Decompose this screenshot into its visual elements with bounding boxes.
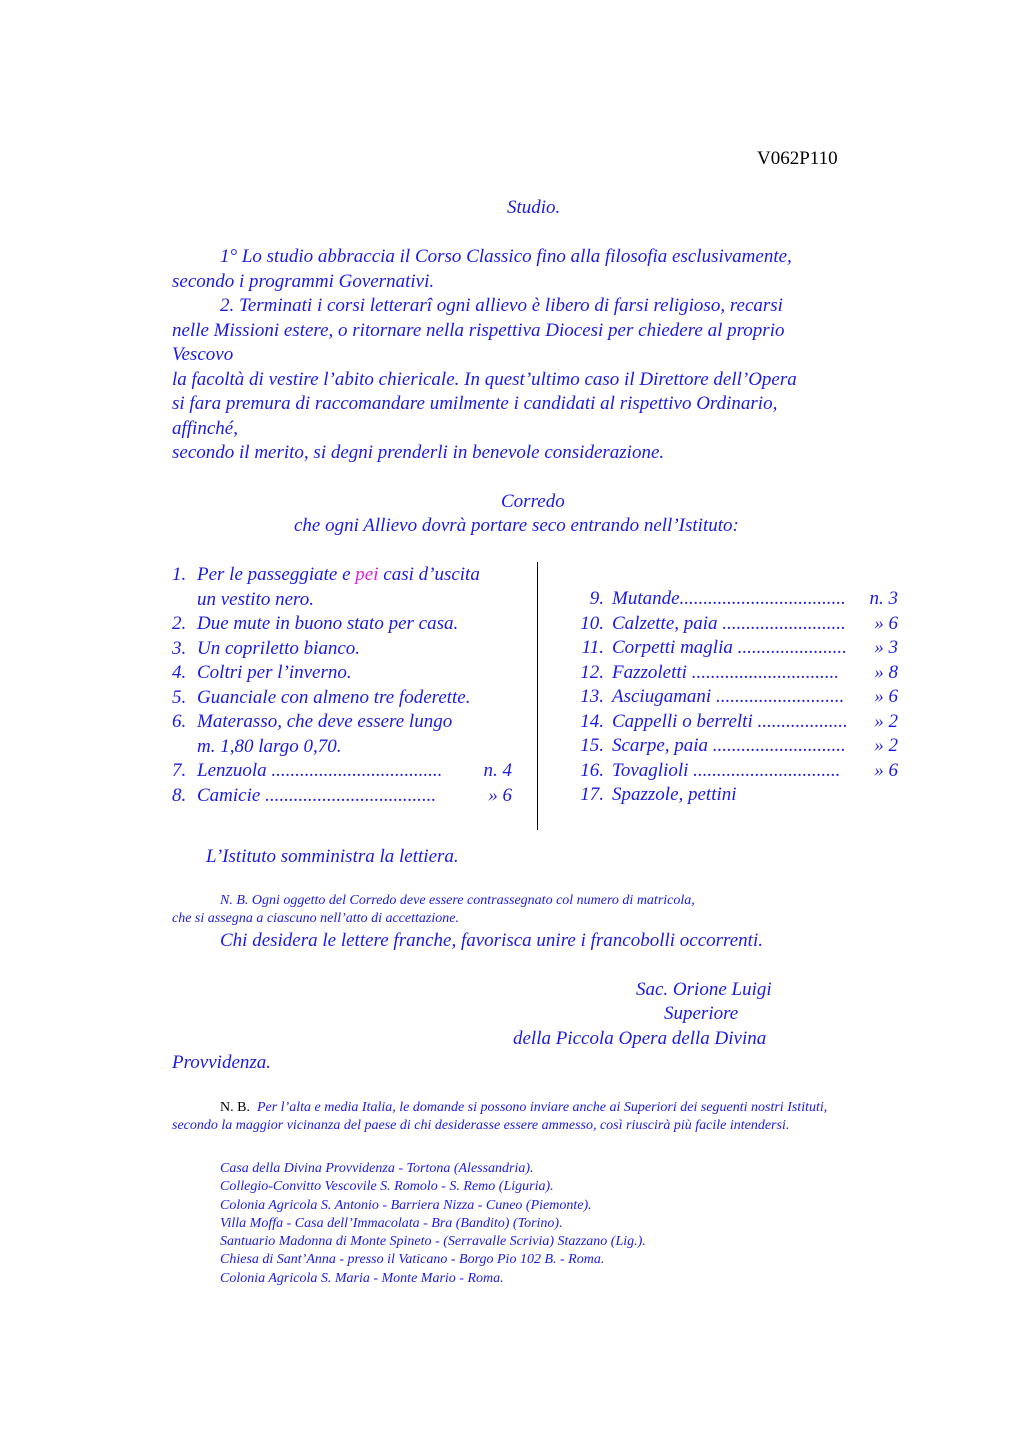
item-number: 13. (580, 686, 604, 707)
item-text: Fazzoletti ............................... (612, 661, 839, 683)
item-text: Due mute in buono stato per casa. (197, 613, 459, 634)
corredo-right-column (566, 587, 898, 808)
corredo-subheading: che ogni Allievo dovrà portare seco entrando nell’Istituto: (294, 515, 739, 536)
list-item (172, 759, 512, 784)
list-item (566, 636, 898, 661)
item-number: 8. (172, 784, 187, 806)
nb-italia-line1 (220, 1099, 827, 1117)
study-paragraph-1 (172, 245, 872, 294)
item-number: 6. (172, 711, 187, 732)
list-item (172, 686, 512, 711)
item-number: 12. (580, 661, 604, 683)
item-quantity: » 2 (874, 735, 898, 756)
item-text: Calzette, paia .......................... (612, 612, 846, 634)
francobolli-note: Chi desidera le lettere franche, favorisca unire i francobolli occorrenti. (220, 930, 763, 951)
item-number: 4. (172, 662, 187, 683)
item-quantity: n. 4 (483, 760, 512, 781)
list-item (566, 783, 898, 808)
institute-item: Colonia Agricola S. Antonio - Barriera Nizza - Cuneo (Piemonte). (220, 1197, 592, 1213)
corredo-heading: Corredo (501, 491, 565, 512)
institute-item: Chiesa di Sant’Anna - presso il Vaticano - Borgo Pio 102 B. - Roma. (220, 1252, 605, 1268)
item-quantity: n. 3 (869, 588, 898, 609)
item-quantity: » 6 (874, 612, 898, 634)
item-quantity: » 6 (874, 759, 898, 781)
list-item (566, 612, 898, 637)
list-item-continuation (172, 588, 512, 613)
corredo-left-column (172, 563, 512, 808)
item-text: Guanciale con almeno tre foderette. (197, 686, 471, 708)
list-item (172, 661, 512, 686)
text-line: secondo i programmi Governativi. (172, 270, 435, 292)
document-reference: V062P110 (757, 148, 838, 169)
text-line: la facoltà di vestire l’abito chiericale. In quest’ultimo caso il Direttore dell’Opera (172, 368, 797, 390)
item-quantity: » 3 (874, 637, 898, 658)
list-item (172, 563, 512, 588)
lettiera-note: L’Istituto somministra la lettiera. (206, 846, 459, 867)
institute-item: Santuario Madonna di Monte Spineto - (Serravalle Scrivia) Stazzano (Lig.). (220, 1234, 646, 1250)
item-number: 11. (581, 637, 604, 658)
item-text: Cappelli o berrelti ................... (612, 710, 848, 732)
item-text: Materasso, che deve essere lungo (197, 711, 453, 732)
item-quantity (860, 783, 898, 808)
item-text: Tovaglioli ............................... (612, 759, 841, 781)
signature-org: della Piccola Opera della Divina (513, 1028, 767, 1049)
text-line: 2. Terminati i corsi letterarî ogni allievo è libero di farsi religioso, recarsi (220, 295, 783, 316)
item-number: 14. (580, 710, 604, 732)
item-text: Spazzole, pettini (612, 784, 737, 805)
list-item (566, 685, 898, 710)
item-number: 2. (172, 613, 187, 634)
text-line: si fara premura di raccomandare umilmente i candidati al rispettivo Ordinario, (172, 393, 778, 414)
list-item (172, 710, 512, 735)
item-quantity: » 2 (874, 710, 898, 732)
item-number: 10. (580, 612, 604, 634)
institute-item: Villa Moffa - Casa dell’Immacolata - Bra (Bandito) (Torino). (220, 1215, 563, 1231)
text-line: affinché, (172, 417, 238, 439)
item-text: Per le passeggiate e pei casi d’uscita (197, 564, 480, 585)
signature-title: Superiore (664, 1003, 739, 1024)
item-text: Un copriletto bianco. (197, 637, 361, 659)
nb-corredo-line2: che si assegna a ciascuno nell’atto di accettazione. (172, 911, 459, 926)
item-text: Asciugamani ........................... (612, 686, 845, 707)
item-text: Lenzuola .................................... (197, 760, 443, 781)
list-item (566, 759, 898, 784)
list-item (172, 637, 512, 662)
item-quantity: » 6 (874, 686, 898, 707)
list-item (566, 661, 898, 686)
item-text: Scarpe, paia ............................ (612, 735, 846, 756)
study-heading: Studio. (507, 197, 561, 218)
item-quantity: » 8 (874, 661, 898, 683)
item-text: m. 1,80 largo 0,70. (197, 735, 342, 757)
item-number: 1. (172, 564, 187, 585)
nb-corredo-line1: N. B. Ogni oggetto del Corredo deve essere contrassegnato col numero di matricola, (220, 893, 695, 908)
text-line: nelle Missioni estere, o ritornare nella rispettiva Diocesi per chiedere al proprio (172, 319, 785, 341)
item-number: 17. (580, 784, 604, 805)
item-number: 5. (172, 686, 187, 708)
list-item (566, 710, 898, 735)
text-line: Vescovo (172, 344, 234, 365)
item-number: 3. (172, 637, 187, 659)
column-divider (537, 562, 538, 830)
nb-text: Per l’alta e media Italia, le domande si possono inviare anche ai Superiori dei seguenti nostri Istituti, (256, 1100, 828, 1115)
study-paragraph-2 (172, 294, 872, 466)
item-number: 7. (172, 760, 187, 781)
item-text: Camicie .................................... (197, 784, 437, 806)
item-quantity: » 6 (488, 784, 512, 806)
item-text: Coltri per l’inverno. (197, 662, 352, 683)
nb-italia-line2: secondo la maggior vicinanza del paese di chi desiderasse essere ammesso, così riuscirà più facile intendersi. (172, 1118, 790, 1133)
text-line: secondo il merito, si degni prenderli in benevole considerazione. (172, 442, 665, 463)
item-number: 9. (589, 588, 604, 609)
text-line: 1° Lo studio abbraccia il Corso Classico fino alla filosofia esclusivamente, (220, 246, 792, 267)
list-item (566, 734, 898, 759)
list-item-continuation (172, 735, 512, 760)
list-item (566, 587, 898, 612)
nb-label: N. B. (220, 1100, 250, 1115)
item-number: 16. (580, 759, 604, 781)
institutes-list (220, 1160, 646, 1288)
signature-org-cont: Provvidenza. (172, 1052, 272, 1073)
list-item (172, 612, 512, 637)
institute-item: Colonia Agricola S. Maria - Monte Mario - Roma. (220, 1270, 504, 1286)
item-text: Mutande................................... (612, 588, 846, 609)
institute-item: Casa della Divina Provvidenza - Tortona (Alessandria). (220, 1161, 534, 1176)
signature-name: Sac. Orione Luigi (636, 979, 772, 1000)
item-text: un vestito nero. (197, 588, 314, 610)
item-number: 15. (580, 735, 604, 756)
item-text: Corpetti maglia ....................... (612, 637, 847, 658)
list-item (172, 784, 512, 809)
institute-item: Collegio-Convitto Vescovile S. Romolo - S. Remo (Liguria). (220, 1179, 554, 1195)
